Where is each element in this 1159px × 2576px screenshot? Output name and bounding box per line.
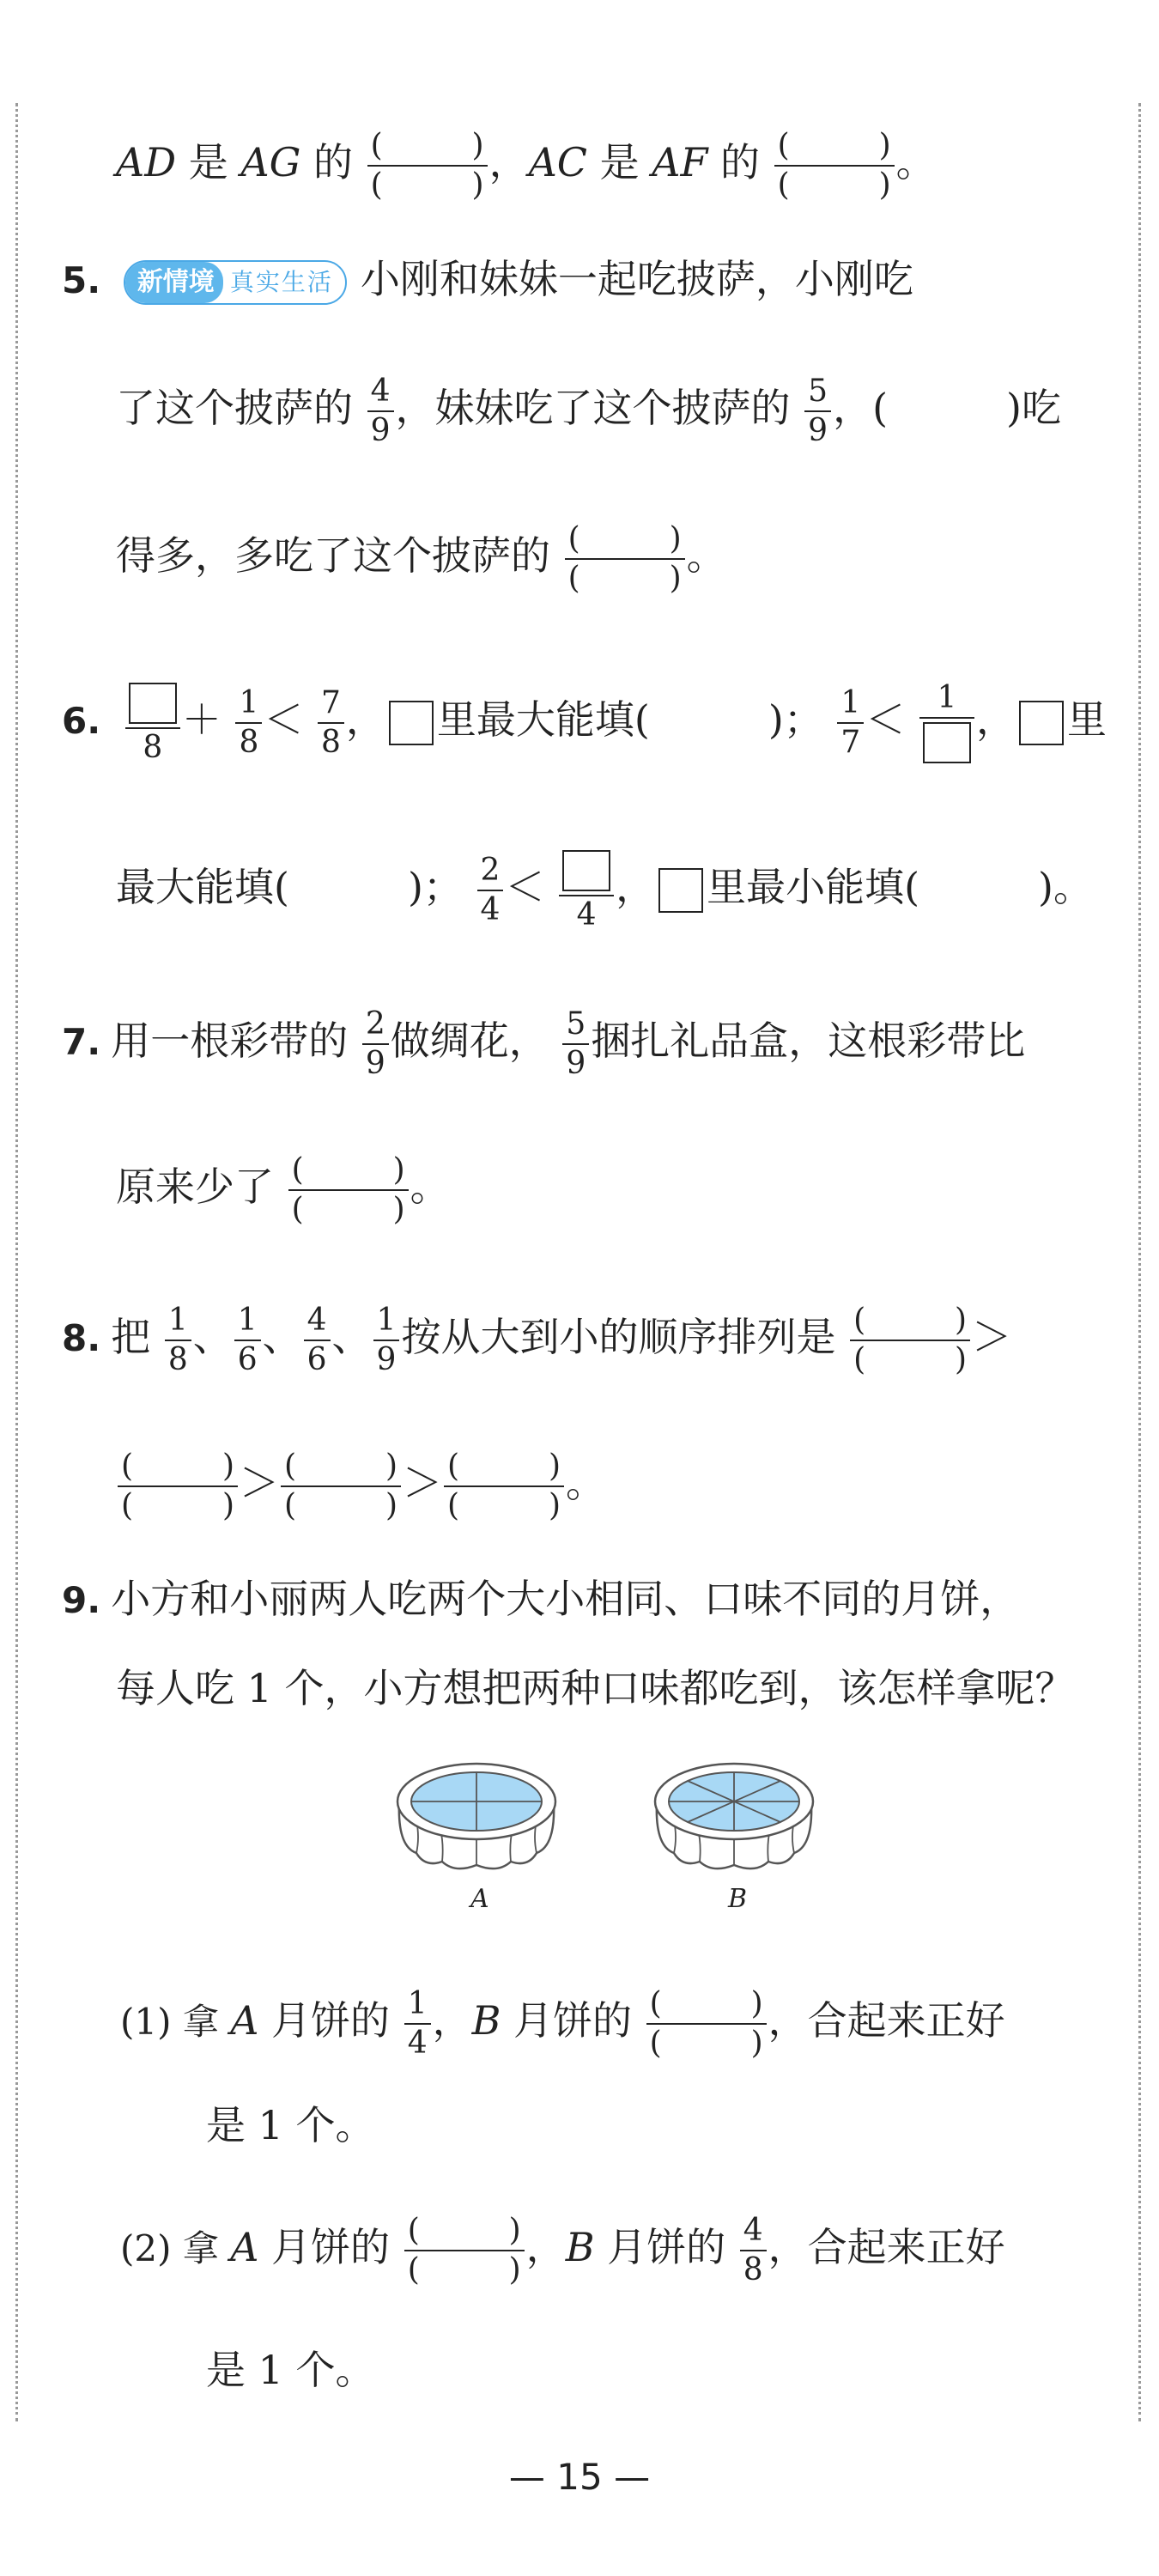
- answer-blank-fraction[interactable]: [281, 1451, 401, 1522]
- fraction-bar: [404, 2023, 431, 2025]
- denominator: 6: [237, 1342, 258, 1377]
- text: 。: [686, 532, 726, 579]
- denominator: 8: [239, 725, 259, 760]
- fraction: [404, 1986, 431, 2061]
- answer-blank-fraction[interactable]: [288, 1152, 409, 1227]
- denominator: 8: [167, 1342, 188, 1377]
- q8-line-2: [116, 1449, 605, 1523]
- text: A: [230, 2224, 259, 2270]
- fraction-bar: [837, 722, 864, 724]
- text: 。: [410, 1163, 450, 1210]
- fraction: [304, 1305, 331, 1376]
- page-number: — 15 —: [508, 2456, 651, 2498]
- answer-blank-fraction[interactable]: [565, 521, 685, 596]
- fraction-bar: [367, 165, 488, 167]
- fraction-bar: [235, 722, 262, 724]
- text: 的: [300, 139, 353, 185]
- text: 是: [587, 139, 652, 185]
- denominator: 9: [376, 1342, 397, 1377]
- numerator: 1: [167, 1303, 188, 1338]
- denominator: 4: [576, 897, 597, 933]
- denominator: 8: [743, 2252, 763, 2287]
- paren: ): [392, 1152, 405, 1188]
- text: 是: [176, 139, 241, 185]
- text: ，: [616, 864, 656, 910]
- q5-line-1: [62, 253, 913, 305]
- segment-af: AF: [652, 139, 708, 185]
- denominator: 8: [143, 730, 163, 765]
- question-text: 小方和小丽两人吃两个大小相同、口味不同的月饼，: [111, 1576, 1020, 1622]
- numerator: 4: [370, 374, 391, 409]
- fraction-with-box: [919, 680, 974, 763]
- paren: ): [669, 521, 682, 556]
- q7-line-2: [116, 1152, 450, 1227]
- fraction-bar: [850, 1340, 970, 1341]
- paren: (: [447, 1449, 460, 1484]
- question-number: 5.: [62, 259, 101, 301]
- text: ，: [432, 1997, 472, 2044]
- answer-blank-fraction[interactable]: [118, 1451, 238, 1522]
- fraction-bar: [373, 1340, 400, 1341]
- question-number: 7.: [62, 1021, 101, 1063]
- paren: (: [284, 1449, 297, 1484]
- text: 月饼的: [258, 1997, 391, 2044]
- numerator: 5: [566, 1006, 586, 1042]
- text: 把: [111, 1314, 151, 1360]
- text: ，: [345, 696, 385, 743]
- paren: (: [407, 2252, 420, 2287]
- fraction-bar: [804, 410, 831, 412]
- text: 得多，多吃了这个披萨的: [116, 532, 550, 579]
- mooncake-b-illustration: [648, 1752, 820, 1880]
- text: B: [471, 1997, 501, 2044]
- tag-label-real-life: 真实生活: [229, 268, 333, 296]
- text: 原来少了: [116, 1163, 274, 1210]
- text: 。: [895, 139, 936, 185]
- text: ，合起来正好: [768, 2224, 1005, 2270]
- answer-blank-fraction[interactable]: [646, 1986, 767, 2061]
- fraction-bar: [774, 165, 895, 167]
- fraction: [562, 1006, 589, 1081]
- question-text: 小刚和妹妹一起吃披萨，小刚吃: [360, 256, 913, 302]
- denominator: 6: [306, 1342, 327, 1377]
- q9-line-2: [116, 1662, 1075, 1714]
- answer-box-icon: [1019, 701, 1064, 745]
- fraction-bar: [125, 727, 180, 729]
- text: ＜: [865, 696, 906, 743]
- text: (2) 拿: [120, 2227, 231, 2269]
- text: 用一根彩带的: [111, 1018, 349, 1064]
- answer-blank-fraction[interactable]: [444, 1451, 564, 1522]
- numerator: 2: [480, 853, 501, 888]
- paren: ): [508, 2213, 521, 2248]
- numerator: 2: [365, 1006, 385, 1042]
- q6-line-2: [116, 850, 1093, 933]
- fraction-bar: [304, 1340, 331, 1341]
- fraction-bar: [562, 1043, 589, 1045]
- answer-box[interactable]: [562, 850, 610, 891]
- fraction: [318, 685, 344, 760]
- paren: (: [370, 167, 383, 203]
- question-number: 9.: [62, 1579, 101, 1621]
- q8-line-1: [62, 1303, 1012, 1377]
- paren: ): [471, 167, 484, 203]
- paren: ): [471, 128, 484, 163]
- text: 。: [566, 1460, 605, 1506]
- fraction-bar: [367, 410, 394, 412]
- numerator: 5: [808, 374, 828, 409]
- q5-line-3: [116, 521, 726, 596]
- question-number: 6.: [62, 700, 101, 742]
- fraction-bar: [281, 1485, 401, 1487]
- denominator: 9: [808, 413, 828, 448]
- text: 、: [192, 1314, 233, 1360]
- text: 是 1 个。: [206, 2347, 375, 2393]
- fraction-bar: [404, 2250, 525, 2251]
- denominator: 7: [840, 725, 861, 760]
- paren: ): [392, 1192, 405, 1227]
- q7-line-1: [62, 1006, 1026, 1081]
- paren: ): [955, 1342, 968, 1377]
- q9-part-1-line-1: [120, 1986, 1005, 2061]
- paren: (: [284, 1488, 297, 1523]
- answer-blank[interactable]: 最大能填( )；: [116, 864, 463, 910]
- numerator: 1: [407, 1986, 428, 2021]
- paren: (: [649, 2026, 662, 2061]
- text: 月饼的: [258, 2224, 391, 2270]
- text: 捆扎礼品盒，这根彩带比: [591, 1018, 1026, 1064]
- text: ＞: [240, 1460, 279, 1506]
- q4-tail-line: [116, 128, 936, 203]
- q5-line-2: [116, 374, 1061, 448]
- denominator: 9: [566, 1046, 586, 1081]
- fraction-bar: [444, 1485, 564, 1487]
- paren: ): [508, 2252, 521, 2287]
- fraction: [837, 685, 864, 760]
- text: 的: [707, 139, 761, 185]
- answer-box[interactable]: [129, 683, 177, 724]
- fraction-bar: [318, 722, 344, 724]
- fraction-bar: [165, 1340, 191, 1341]
- paren: ): [669, 561, 682, 596]
- denominator: 9: [370, 413, 391, 448]
- paren: (: [567, 561, 580, 596]
- text: ＜: [505, 864, 545, 910]
- answer-blank-fraction[interactable]: [367, 128, 488, 203]
- fraction: [373, 1305, 400, 1376]
- fraction: [165, 1305, 191, 1376]
- numerator: 4: [306, 1303, 327, 1338]
- paren: (: [777, 167, 790, 203]
- fraction-bar: [118, 1485, 238, 1487]
- text: ＋: [181, 696, 221, 743]
- paren: ): [750, 2026, 763, 2061]
- paren: (: [567, 521, 580, 556]
- mooncake-b-caption: B: [728, 1884, 748, 1914]
- paren: (: [370, 128, 383, 163]
- paren: (: [777, 128, 790, 163]
- q6-line-1: [62, 680, 1107, 765]
- text: ，: [488, 139, 529, 185]
- denominator: 8: [320, 725, 341, 760]
- answer-box-icon: [658, 868, 703, 913]
- mooncake-a-illustration: [391, 1752, 562, 1880]
- numerator: 4: [743, 2213, 763, 2248]
- text: ，: [525, 2224, 566, 2270]
- fraction-with-box: [559, 850, 614, 931]
- text: 是 1 个。: [206, 2102, 375, 2148]
- text: ＞: [972, 1314, 1012, 1360]
- q9-part-2-line-1: [120, 2213, 1005, 2287]
- fraction: [362, 1006, 389, 1081]
- paren: ): [548, 1488, 561, 1523]
- answer-blank-fraction[interactable]: [774, 128, 895, 203]
- right-dotted-margin: [1138, 103, 1141, 2421]
- text: 月饼的: [594, 2224, 726, 2270]
- fraction: [234, 1305, 261, 1376]
- text: (1) 拿: [120, 2001, 231, 2043]
- paren: ): [385, 1449, 397, 1484]
- fraction-bar: [234, 1340, 261, 1341]
- text: 月饼的: [501, 1997, 633, 2044]
- paren: ): [385, 1488, 397, 1523]
- fraction-bar: [288, 1189, 409, 1191]
- q9-line-1: [62, 1573, 1019, 1625]
- paren: ): [221, 1488, 234, 1523]
- text: ＞: [403, 1460, 442, 1506]
- fraction: [740, 2215, 767, 2286]
- fraction: [235, 685, 262, 760]
- paren: ): [955, 1303, 968, 1338]
- text: ＜: [264, 696, 304, 743]
- q9-part-2-line-2: [206, 2344, 375, 2396]
- fraction-bar: [646, 2023, 767, 2025]
- paren: (: [121, 1488, 134, 1523]
- paren: (: [447, 1488, 460, 1523]
- paren: ): [878, 167, 891, 203]
- fraction: [367, 376, 394, 447]
- answer-blank[interactable]: 里最大能填( )；: [436, 696, 823, 743]
- numerator: 1: [840, 685, 861, 720]
- text: 了这个披萨的: [116, 385, 353, 431]
- denominator: 4: [480, 892, 501, 927]
- answer-blank-fraction[interactable]: [850, 1305, 970, 1376]
- segment-ac: AC: [528, 139, 587, 185]
- context-tag: [124, 260, 347, 305]
- segment-ad: AD: [116, 139, 177, 185]
- numerator: 1: [937, 680, 957, 715]
- fraction-bar: [477, 890, 504, 891]
- q9-part-1-line-2: [206, 2099, 375, 2151]
- paren: ): [221, 1449, 234, 1484]
- answer-blank[interactable]: 里最小能填( )。: [707, 864, 1093, 910]
- numerator: 7: [320, 685, 341, 720]
- text: B: [565, 2224, 595, 2270]
- paren: (: [649, 1986, 662, 2021]
- fraction: [804, 376, 831, 447]
- fraction-bar: [559, 895, 614, 896]
- paren: ): [878, 128, 891, 163]
- text: ，合起来正好: [768, 1997, 1005, 2044]
- numerator: 1: [237, 1303, 258, 1338]
- text: 、: [262, 1314, 302, 1360]
- denominator: 4: [407, 2026, 428, 2061]
- paren: (: [407, 2213, 420, 2248]
- text: ，: [975, 696, 1016, 743]
- paren: ): [548, 1449, 561, 1484]
- denominator: 9: [365, 1046, 385, 1081]
- left-dotted-margin: [15, 103, 18, 2421]
- fraction-bar: [565, 558, 685, 560]
- numerator: 1: [239, 685, 259, 720]
- fraction-with-box: [125, 683, 180, 763]
- answer-blank[interactable]: ，( )吃: [833, 385, 1061, 431]
- mooncake-a-caption: A: [470, 1884, 489, 1914]
- text: 、: [331, 1314, 372, 1360]
- answer-blank-fraction[interactable]: [404, 2215, 525, 2286]
- fraction: [477, 855, 504, 926]
- text: 做绸花，: [390, 1018, 549, 1064]
- answer-box-icon: [389, 701, 434, 745]
- answer-box[interactable]: [923, 722, 971, 763]
- numerator: 1: [376, 1303, 397, 1338]
- paren: ): [750, 1986, 763, 2021]
- fraction-bar: [740, 2250, 767, 2251]
- paren: (: [853, 1303, 866, 1338]
- paren: (: [291, 1192, 304, 1227]
- paren: (: [121, 1449, 134, 1484]
- segment-ag: AG: [240, 139, 301, 185]
- fraction-bar: [362, 1043, 389, 1045]
- fraction-bar: [919, 717, 974, 719]
- question-number: 8.: [62, 1317, 101, 1359]
- text: ，妹妹吃了这个披萨的: [395, 385, 791, 431]
- text: A: [230, 1997, 259, 2044]
- paren: (: [291, 1152, 304, 1188]
- text: 按从大到小的顺序排列是: [401, 1314, 836, 1360]
- tag-label-new-context: 新情境: [125, 262, 223, 303]
- text: 里: [1066, 696, 1107, 743]
- paren: (: [853, 1342, 866, 1377]
- question-text: 每人吃 1 个，小方想把两种口味都吃到，该怎样拿呢？: [116, 1665, 1075, 1711]
